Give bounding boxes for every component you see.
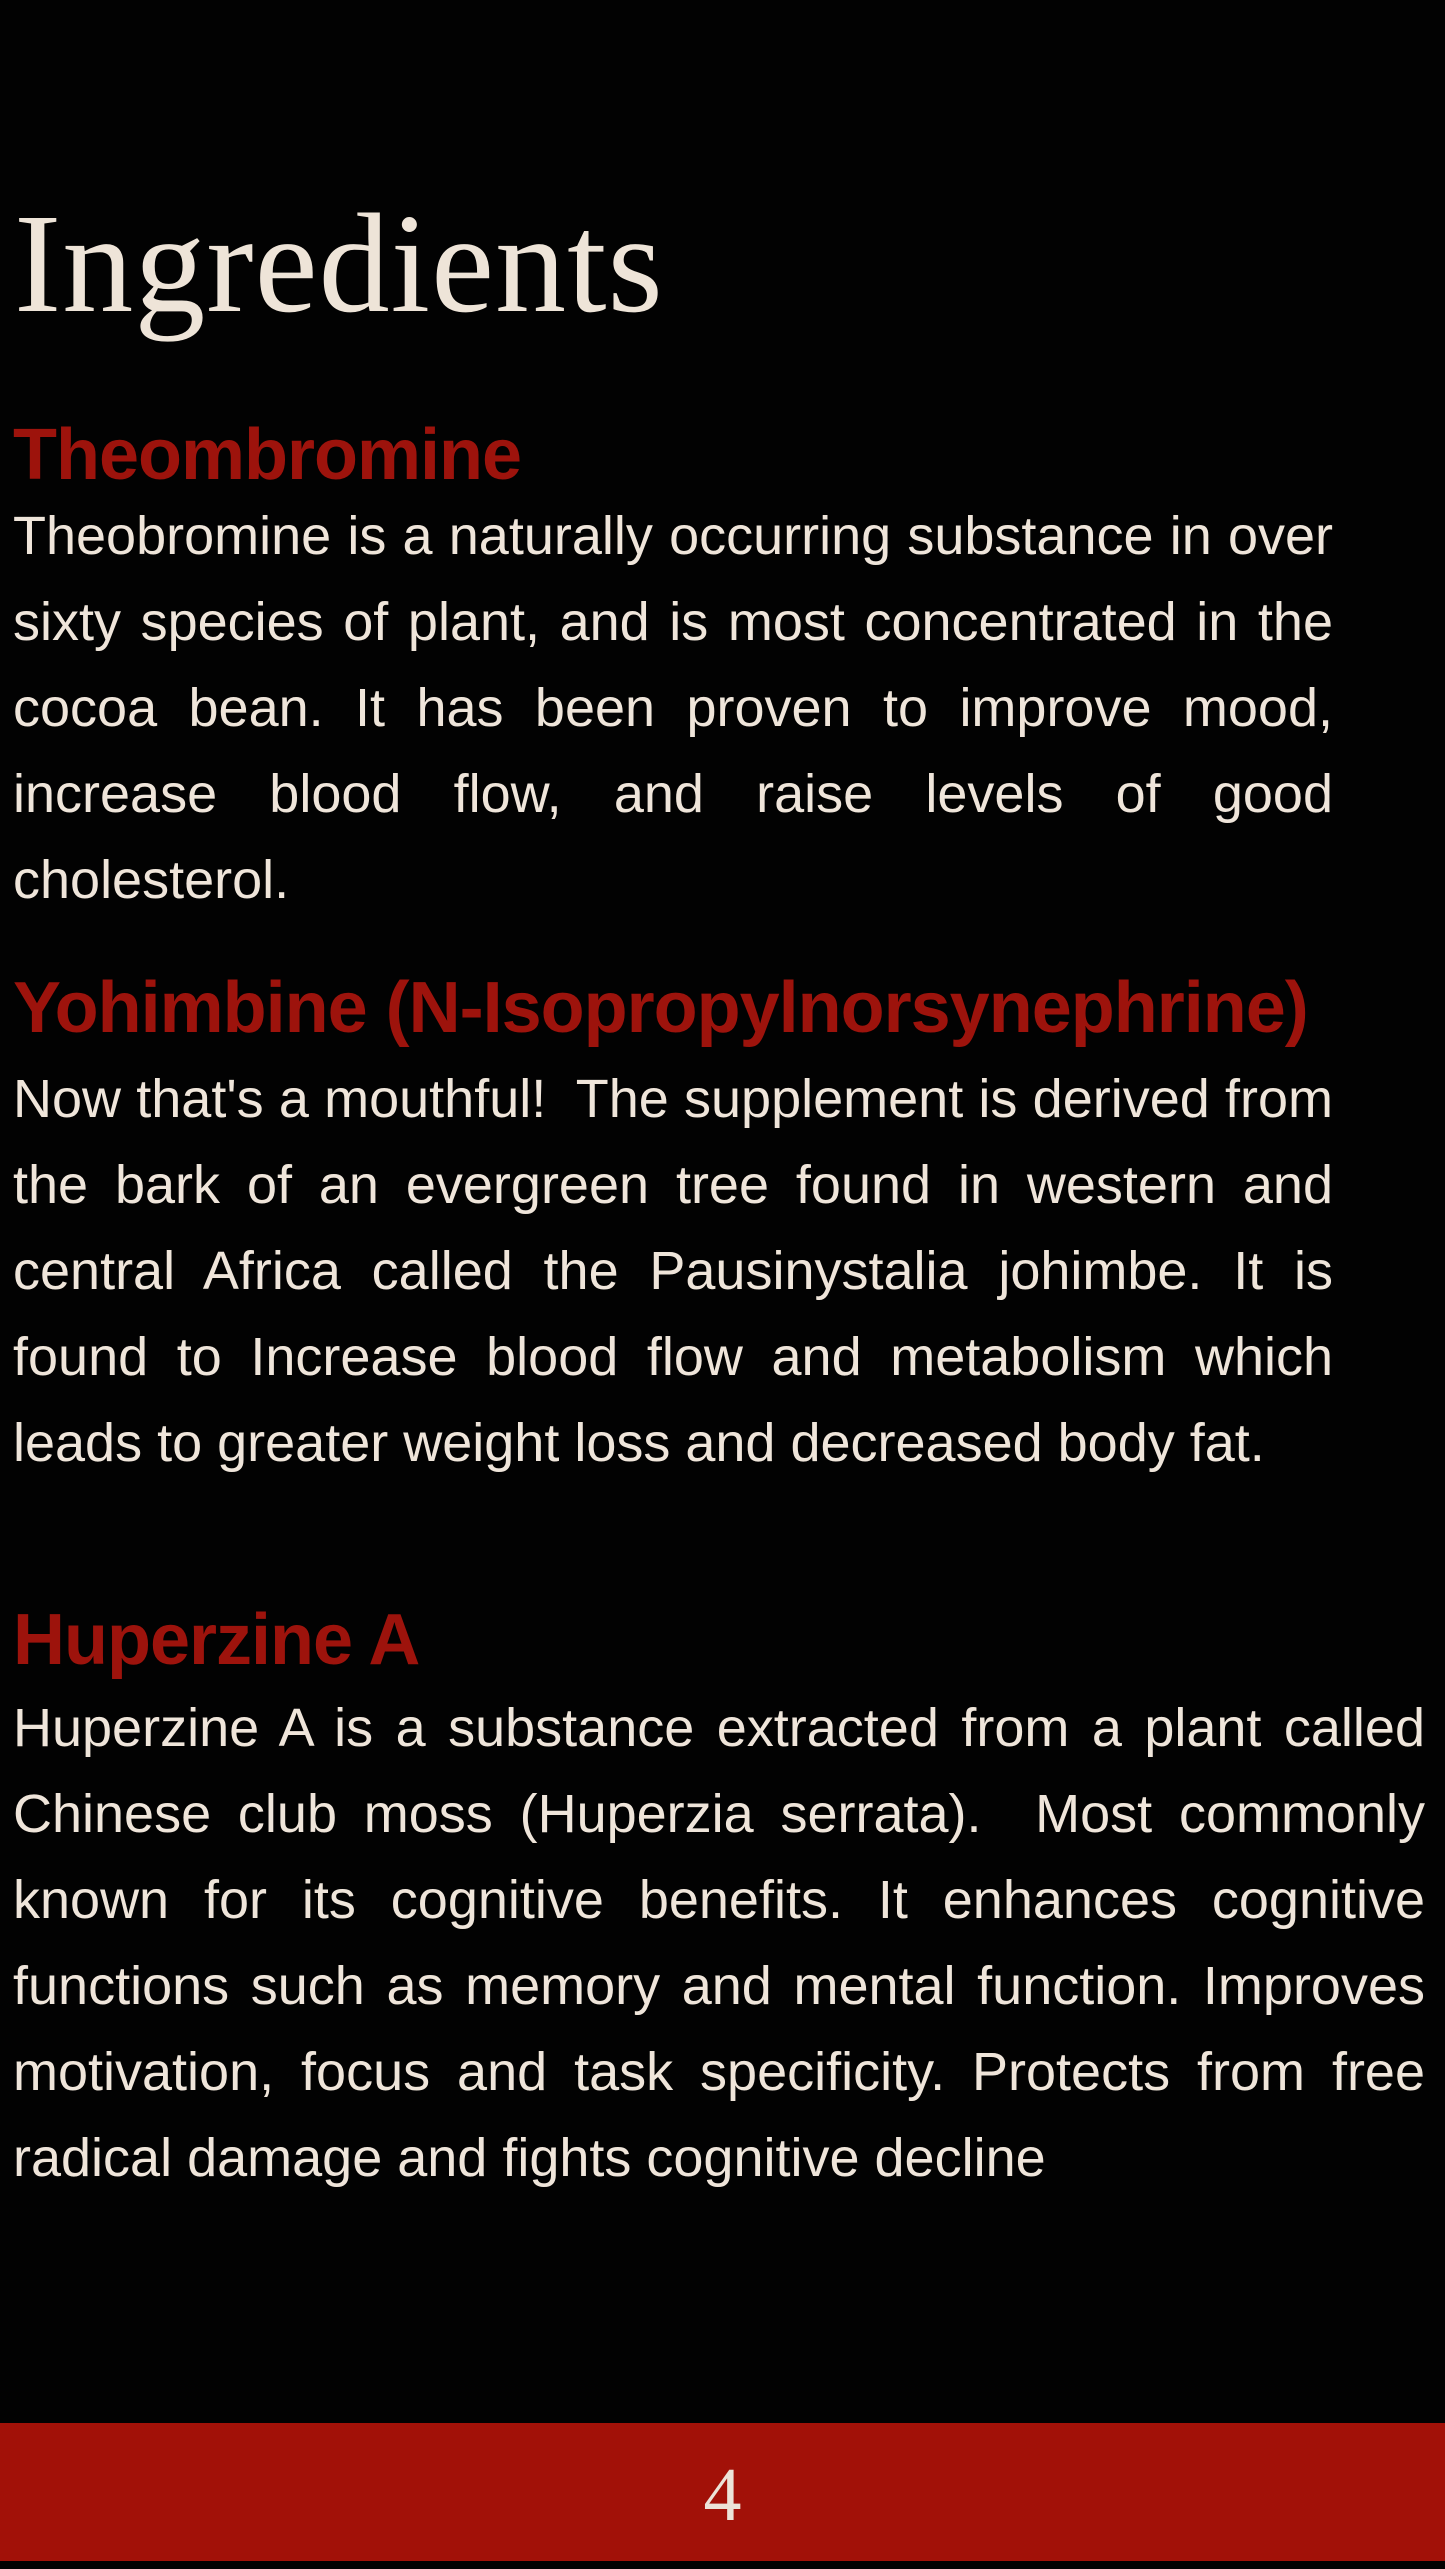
heading-yohimbine: Yohimbine (N-Isopropylnorsynephrine) — [13, 968, 1308, 1048]
page-number: 4 — [703, 2453, 742, 2537]
heading-huperzine-a: Huperzine A — [13, 1600, 420, 1680]
heading-theombromine: Theombromine — [13, 415, 522, 495]
page-title: Ingredients — [14, 184, 664, 342]
footer-bar — [0, 2423, 1445, 2561]
body-yohimbine: Now that's a mouthful! The supplement is derived from the bark of an evergreen tree found in western and central Africa called the Pausinystalia johimbe. It is found to Increase blood flow and metabolism which leads to greater weight loss and decreased body fat. — [13, 1069, 1349, 1473]
body-huperzine-a: Huperzine A is a substance extracted from a plant called Chinese club moss (Huperzia serrata). Most commonly known for its cognitive benefits. It enhances cognitive functions such as memory and mental function. Improves motivation, focus and task specificity. Protects from free radical damage and fights cognitive decline — [13, 1698, 1441, 2188]
body-theombromine: Theobromine is a naturally occurring substance in over sixty species of plant, and is most concentrated in the cocoa bean. It has been proven to improve mood, increase blood flow, and raise levels of good cholesterol. — [13, 506, 1349, 910]
